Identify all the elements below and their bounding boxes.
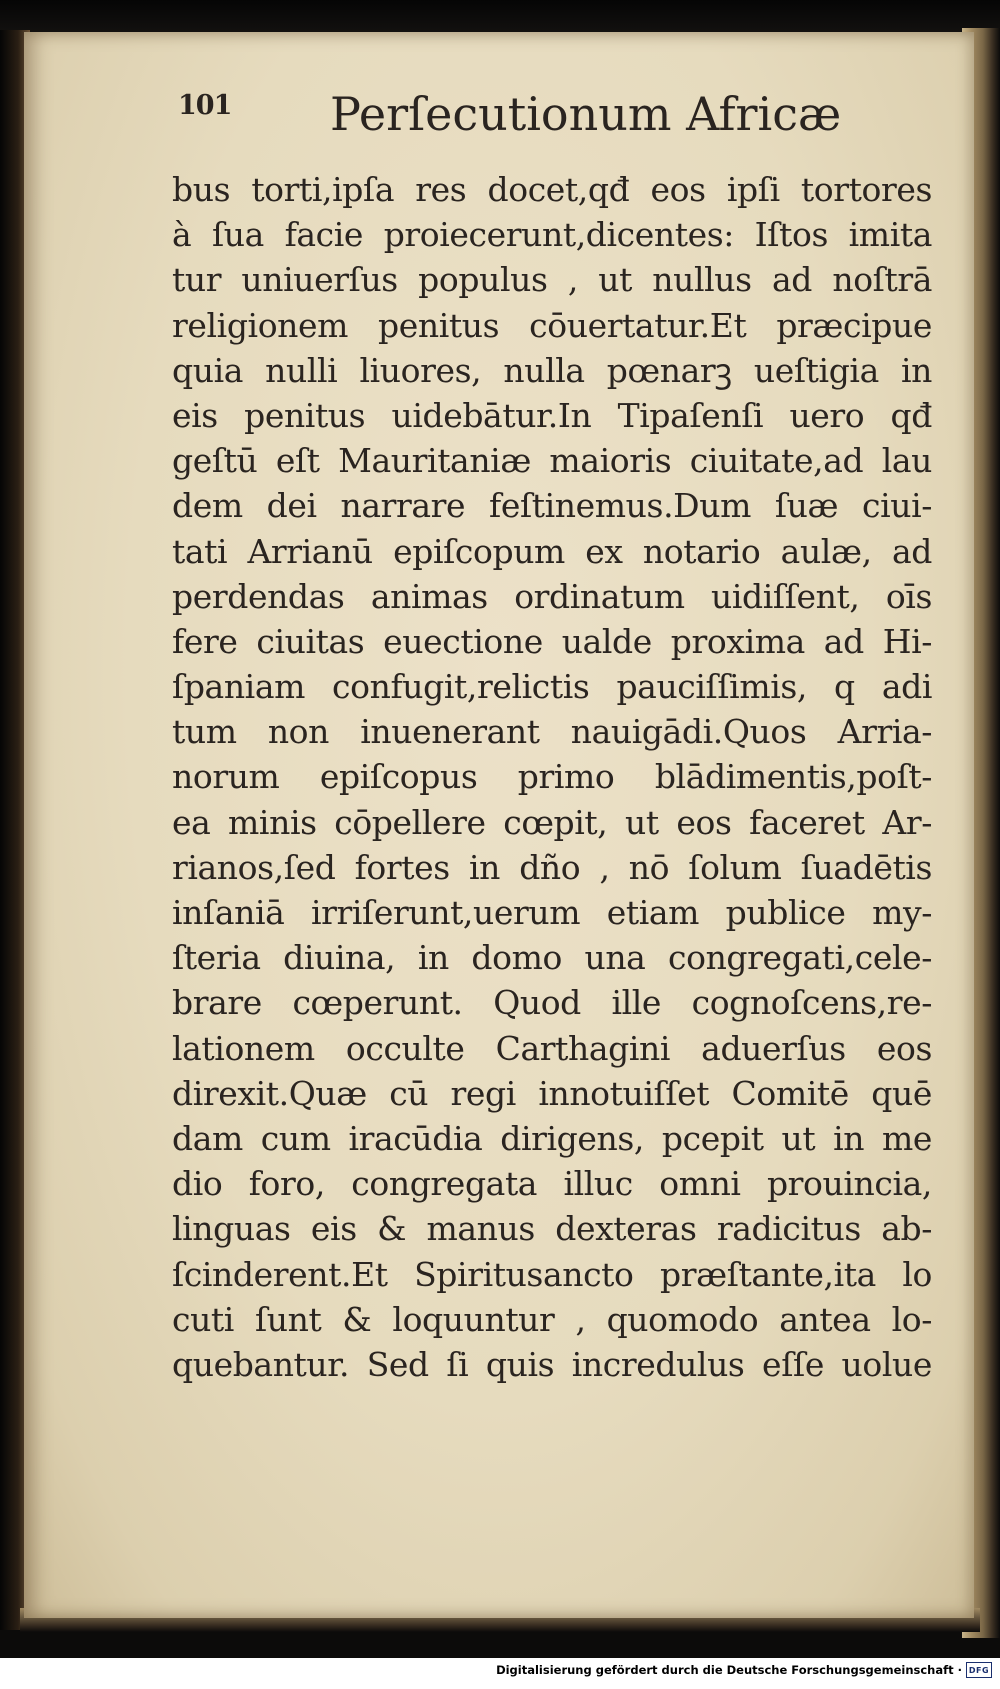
running-title: Perſecutionum Africæ [330, 87, 842, 141]
text-line: cuti ſunt & loquuntur , quomodo antea lo- [172, 1299, 932, 1339]
text-line: ſteria diuina, in domo una congregati,cele- [172, 938, 932, 978]
text-line: tum non inuenerant nauigādi.Quos Arria- [172, 712, 932, 752]
funding-credit: Digitalisierung gefördert durch die Deutsche Forschungsgemeinschaft · [496, 1663, 962, 1677]
text-line: religionem penitus cōuertatur.Et præcipue [172, 305, 932, 345]
text-line: fere ciuitas euectione ualde proxima ad Hi- [172, 621, 932, 661]
text-line: bus torti,ipſa res docet,qđ eos ipſi tortores [172, 170, 932, 209]
text-line: ſpaniam confugit,relictis pauciſſimis, q adi [172, 667, 932, 707]
text-line: norum epiſcopus primo blādimentis,poſt- [172, 757, 932, 797]
text-line: dio foro, congregata illuc omni prouincia, [172, 1164, 932, 1204]
text-line: dam cum iracūdia dirigens, pcepit ut in me [172, 1118, 932, 1158]
text-line: eis penitus uidebātur.In Tipaſenſi uero qđ [172, 395, 932, 435]
body-text [172, 167, 932, 1387]
dfg-logo-icon: DFG [966, 1662, 992, 1678]
page-number: 101 [178, 90, 232, 121]
text-line: quia nulli liuores, nulla pœnarꝫ ueſtigia in [172, 350, 932, 390]
text-line: rianos,ſed fortes in dño , nō ſolum ſuadētis [172, 847, 932, 887]
text-line: linguas eis & manus dexteras radicitus ab- [172, 1209, 932, 1249]
text-line: à ſua facie proiecerunt,dicentes: Iſtos imita [172, 215, 932, 255]
top-background [0, 0, 1000, 36]
text-line: brare cœperunt. Quod ille cognoſcens,re- [172, 983, 932, 1023]
text-line: tati Arrianū epiſcopum ex notario aulæ, ad [172, 531, 932, 571]
text-line: quebantur. Sed ſi quis incredulus eſſe uolue [172, 1344, 932, 1384]
text-line: dem dei narrare feſtinemus.Dum ſuæ ciui- [172, 486, 932, 526]
text-line: inſaniā irriſerunt,uerum etiam publice my- [172, 893, 932, 932]
text-line: geſtū eſt Mauritaniæ maioris ciuitate,ad lau [172, 441, 932, 481]
text-line: ea minis cōpellere cœpit, ut eos faceret Ar- [172, 802, 932, 842]
text-line: lationem occulte Carthagini aduerſus eos [172, 1028, 932, 1068]
text-line: ſcinderent.Et Spiritusancto præſtante,ita lo [172, 1254, 932, 1294]
text-line: direxit.Quæ cū regi innotuiſſet Comitē quē [172, 1073, 932, 1113]
text-line: perdendas animas ordinatum uidiſſent, oīs [172, 576, 932, 616]
text-line: tur uniuerſus populus , ut nullus ad noſtrā [172, 260, 932, 300]
